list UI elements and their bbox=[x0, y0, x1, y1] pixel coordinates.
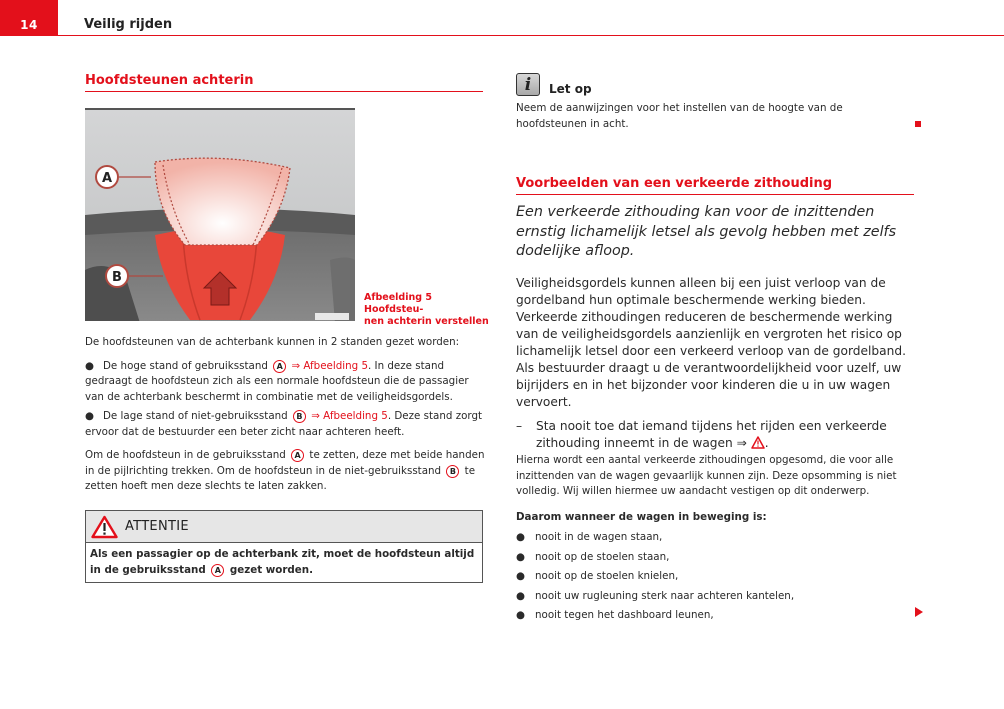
headrest-figure bbox=[85, 108, 355, 321]
bullet-icon: ● bbox=[85, 359, 94, 372]
instruction-item: – Sta nooit toe dat iemand tijdens het rijden een verkeerde zithouding inneemt in de wagen ⇒ . bbox=[516, 419, 887, 450]
bullet-icon: ● bbox=[516, 550, 525, 563]
marker-a: A bbox=[273, 360, 286, 373]
info-icon: i bbox=[516, 73, 540, 96]
attention-title: ATTENTIE bbox=[125, 519, 189, 534]
bullet-icon: ● bbox=[85, 410, 94, 422]
warning-link-icon[interactable] bbox=[751, 436, 765, 449]
list-item: ● nooit tegen het dashboard leunen, bbox=[516, 606, 916, 626]
note-text: Neem de aanwijzingen voor het instellen van de hoogte van de hoofdsteunen in acht. bbox=[516, 102, 843, 130]
bullet-icon: ● bbox=[516, 570, 525, 583]
bullet-low-position: ● De lage stand of niet-gebruiksstand B ⇒ Afbeelding 5. Deze stand zorgt ervoor dat de bestuurder een beter zicht naar achteren heeft. bbox=[85, 410, 483, 438]
warning-icon bbox=[91, 515, 118, 539]
list-item: ● nooit op de stoelen staan, bbox=[516, 548, 916, 568]
list-item: ● nooit uw rugleuning sterk naar achteren kantelen, bbox=[516, 587, 916, 607]
section-title-seating: Voorbeelden van een verkeerde zithouding bbox=[516, 176, 914, 195]
figure-caption: Afbeelding 5 Hoofdsteu- nen achterin verstellen bbox=[364, 292, 489, 327]
adjust-paragraph: Om de hoofdsteun in de gebruiksstand A te zetten, deze met beide handen in de pijlrichting trekken. Om de hoofdsteun in de niet-gebruiksstand B te zetten hoeft men deze slechts te laten zakken. bbox=[85, 449, 485, 492]
list-heading: Daarom wanneer de wagen in beweging is: bbox=[516, 511, 767, 523]
headrest-illustration bbox=[85, 110, 355, 321]
continue-arrow-icon[interactable] bbox=[915, 607, 923, 617]
section-title-headrests: Hoofdsteunen achterin bbox=[85, 73, 483, 92]
figure-link[interactable]: ⇒ Afbeelding 5 bbox=[291, 359, 369, 372]
attention-header bbox=[86, 511, 482, 543]
marker-a: A bbox=[211, 564, 224, 577]
bullet-icon: ● bbox=[516, 531, 525, 543]
list-item: ● nooit op de stoelen knielen, bbox=[516, 567, 916, 587]
figure-link[interactable]: ⇒ Afbeelding 5 bbox=[311, 410, 388, 422]
header-divider bbox=[0, 35, 1004, 36]
seatbelt-paragraph: Veiligheidsgordels kunnen alleen bij een juist verloop van de gordelband hun optimale beschermende werking bieden. Verkeerde zithoudingen reduceren de beschermende werking van de veiligheidsgordels aanzienlijk en vergroten het risico op lichamelijk letsel door een verkeerd verloop van de gordelband. Als bestuurder draagt u de verantwoordelijkheid voor uzelf, uw bijrijders en in het bijzonder voor kinderen die u in uw wagen vervoert. – Sta nooit toe dat iemand tijdens het rijden een verkeerde zithouding inneemt in de wagen ⇒ . bbox=[516, 275, 916, 452]
page-number: 14 bbox=[20, 18, 38, 32]
bullet-icon: ● bbox=[516, 609, 525, 622]
chapter-title: Veilig rijden bbox=[84, 17, 173, 32]
bullet-high-position: ● De hoge stand of gebruiksstand A ⇒ Afbeelding 5. In deze stand gedraagt de hoofdsteun zich als een normale hoofdsteun die de passagier van de achterbank beschermt in combinatie met de veiligheidsgordels. bbox=[85, 359, 469, 403]
svg-text:A: A bbox=[101, 171, 113, 186]
svg-text:B: B bbox=[112, 270, 122, 285]
left-body bbox=[85, 335, 485, 503]
note-header bbox=[516, 73, 592, 96]
attention-text: Als een passagier op de achterbank zit, moet de hoofdsteun altijd in de gebruiksstand A gezet worden. bbox=[90, 548, 475, 576]
bullet-icon: ● bbox=[516, 589, 525, 602]
end-of-section-marker bbox=[915, 121, 921, 127]
note-title: Let op bbox=[549, 82, 592, 96]
marker-b: B bbox=[293, 410, 306, 423]
marker-a: A bbox=[291, 449, 304, 462]
marker-b: B bbox=[446, 465, 459, 478]
attention-box bbox=[85, 510, 483, 583]
seating-intro: Een verkeerde zithouding kan voor de inzittenden ernstig lichamelijk letsel als gevolg hebben met zelfs dodelijke afloop. bbox=[516, 204, 897, 259]
wrong-postures-list bbox=[516, 528, 916, 626]
list-item: ● nooit in de wagen staan, bbox=[516, 528, 916, 548]
list-intro-paragraph: Hierna wordt een aantal verkeerde zithoudingen opgesomd, die voor alle inzittenden van de wagen gevaarlijk kunnen zijn. Deze opsomming is niet volledig. Wij willen hiermee uw aandacht vestigen op dit onderwerp. bbox=[516, 454, 897, 497]
intro-paragraph: De hoofdsteunen van de achterbank kunnen in 2 standen gezet worden: bbox=[85, 336, 460, 348]
